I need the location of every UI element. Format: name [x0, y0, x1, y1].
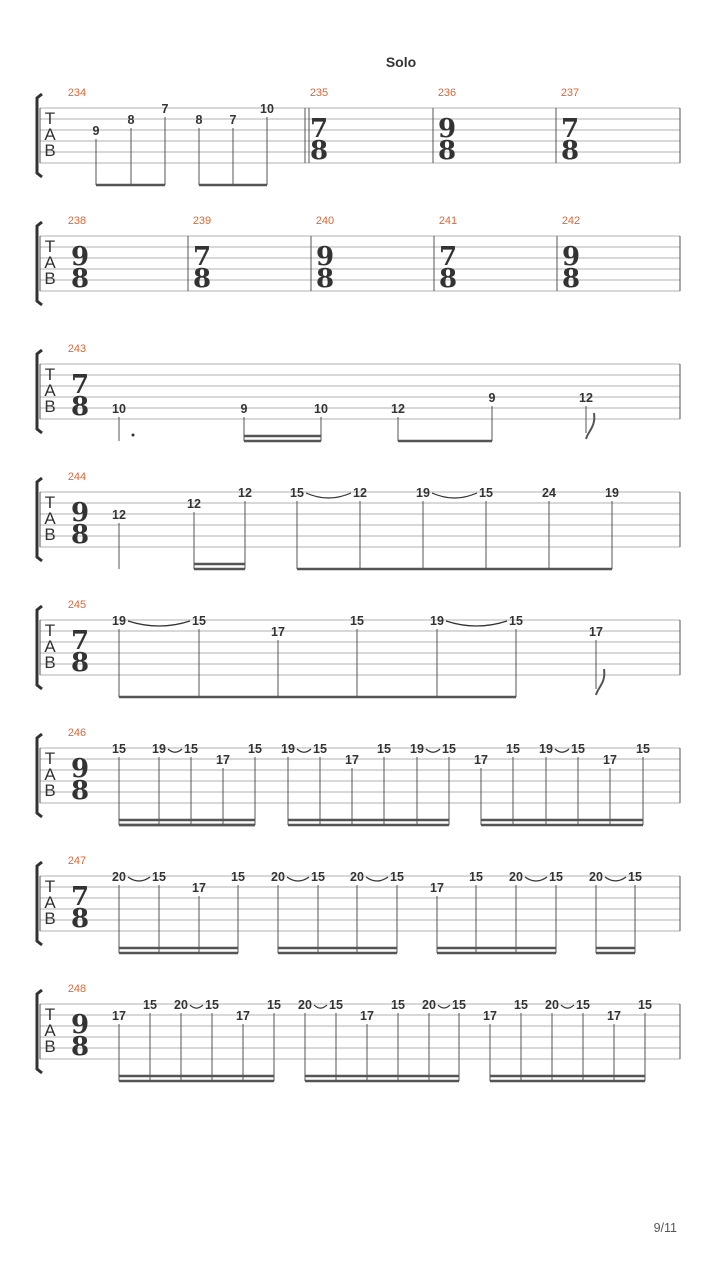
fret-number: 10: [112, 402, 126, 416]
fret-number: 12: [579, 391, 593, 405]
tab-clef-letter: A: [44, 509, 56, 528]
measure-number: 238: [67, 215, 87, 227]
fret-number: 12: [238, 486, 252, 500]
fret-number: 15: [267, 998, 281, 1012]
note-flag: [586, 413, 594, 439]
measure-number: 236: [437, 87, 457, 99]
measure-number: 242: [561, 215, 581, 227]
tab-clef-letter: A: [44, 253, 56, 272]
measure-number: 240: [315, 215, 335, 227]
tab-clef-letter: B: [44, 1037, 56, 1056]
fret-number: 17: [112, 1009, 126, 1023]
time-signature-numerator: 7: [438, 242, 458, 272]
time-signature-numerator: 9: [70, 1010, 90, 1040]
tab-clef-letter: T: [44, 493, 56, 512]
fret-number: 20: [422, 998, 436, 1012]
fret-number: 15: [549, 870, 563, 884]
time-signature-numerator: 7: [192, 242, 212, 272]
fret-number: 20: [271, 870, 285, 884]
slur: [366, 877, 388, 881]
tab-clef-letter: A: [44, 893, 56, 912]
tab-systems: [37, 87, 680, 1081]
fret-number: 20: [545, 998, 559, 1012]
fret-number: 17: [271, 625, 285, 639]
tab-clef-letter: A: [44, 381, 56, 400]
time-signature-denominator: 8: [438, 264, 458, 294]
slur: [446, 621, 507, 626]
measure-number: 237: [560, 87, 580, 99]
fret-number: 17: [589, 625, 603, 639]
measure-number: 246: [67, 727, 87, 739]
time-signature-numerator: 7: [70, 370, 90, 400]
fret-number: 17: [360, 1009, 374, 1023]
fret-number: 9: [92, 124, 100, 138]
fret-number: 20: [350, 870, 364, 884]
slur: [128, 621, 190, 626]
fret-number: 15: [509, 614, 523, 628]
fret-number: 15: [311, 870, 325, 884]
fret-number: 17: [483, 1009, 497, 1023]
time-signature-numerator: 9: [70, 242, 90, 272]
fret-number: 19: [416, 486, 430, 500]
page-number: 9/11: [653, 1221, 677, 1235]
time-signature-denominator: 8: [561, 264, 581, 294]
slur: [314, 1005, 327, 1008]
fret-number: 17: [607, 1009, 621, 1023]
fret-number: 20: [589, 870, 603, 884]
fret-number: 7: [161, 102, 169, 116]
tab-clef-letter: T: [44, 365, 56, 384]
fret-number: 19: [410, 742, 424, 756]
fret-number: 17: [474, 753, 488, 767]
fret-number: 15: [192, 614, 206, 628]
note-flag: [596, 669, 604, 695]
tab-clef-letter: B: [44, 397, 56, 416]
fret-number: 20: [112, 870, 126, 884]
fret-number: 24: [542, 486, 556, 500]
fret-number: 15: [469, 870, 483, 884]
fret-number: 12: [112, 508, 126, 522]
section-title: Solo: [385, 54, 417, 70]
measure-number: 241: [438, 215, 458, 227]
fret-number: 15: [390, 870, 404, 884]
slur: [555, 749, 569, 752]
slur: [306, 493, 351, 498]
fret-number: 15: [479, 486, 493, 500]
tab-clef-letter: T: [44, 237, 56, 256]
fret-number: 15: [377, 742, 391, 756]
fret-number: 17: [345, 753, 359, 767]
slur: [190, 1005, 203, 1008]
fret-number: 19: [112, 614, 126, 628]
fret-number: 8: [127, 113, 135, 127]
dot: [132, 434, 135, 437]
fret-number: 15: [313, 742, 327, 756]
fret-number: 15: [391, 998, 405, 1012]
measure-number: 248: [67, 983, 87, 995]
time-signature-numerator: 9: [561, 242, 581, 272]
time-signature-denominator: 8: [560, 136, 580, 166]
tab-clef-letter: T: [44, 749, 56, 768]
fret-number: 15: [636, 742, 650, 756]
time-signature-denominator: 8: [192, 264, 212, 294]
time-signature-numerator: 9: [70, 498, 90, 528]
fret-number: 15: [350, 614, 364, 628]
tab-clef-letter: T: [44, 1005, 56, 1024]
fret-number: 15: [290, 486, 304, 500]
measure-number: 234: [67, 87, 87, 99]
slur: [432, 493, 477, 498]
slur: [297, 749, 311, 752]
time-signature-numerator: 7: [560, 114, 580, 144]
tab-clef-letter: T: [44, 621, 56, 640]
fret-number: 19: [430, 614, 444, 628]
slur: [168, 749, 182, 752]
fret-number: 9: [488, 391, 496, 405]
fret-number: 15: [205, 998, 219, 1012]
fret-number: 15: [452, 998, 466, 1012]
measure-number: 235: [309, 87, 329, 99]
slur: [605, 877, 626, 881]
tab-clef-letter: T: [44, 877, 56, 896]
fret-number: 17: [430, 881, 444, 895]
measure-number: 243: [67, 343, 87, 355]
time-signature-denominator: 8: [70, 392, 90, 422]
time-signature-denominator: 8: [70, 264, 90, 294]
fret-number: 12: [391, 402, 405, 416]
fret-number: 8: [195, 113, 203, 127]
time-signature-denominator: 8: [70, 776, 90, 806]
tab-clef-letter: B: [44, 909, 56, 928]
slur: [525, 877, 547, 881]
fret-number: 15: [143, 998, 157, 1012]
slur: [128, 877, 150, 881]
tab-clef-letter: B: [44, 781, 56, 800]
measure-number: 245: [67, 599, 87, 611]
fret-number: 9: [240, 402, 248, 416]
tab-clef-letter: A: [44, 637, 56, 656]
fret-number: 15: [152, 870, 166, 884]
fret-number: 15: [248, 742, 262, 756]
fret-number: 20: [298, 998, 312, 1012]
tab-clef-letter: B: [44, 269, 56, 288]
fret-number: 15: [506, 742, 520, 756]
tab-clef-letter: T: [44, 109, 56, 128]
slur: [561, 1005, 574, 1008]
time-signature-denominator: 8: [70, 520, 90, 550]
fret-number: 12: [187, 497, 201, 511]
fret-number: 20: [509, 870, 523, 884]
time-signature-denominator: 8: [70, 648, 90, 678]
measure-number: 247: [67, 855, 87, 867]
fret-number: 19: [539, 742, 553, 756]
time-signature-denominator: 8: [315, 264, 335, 294]
fret-number: 7: [229, 113, 237, 127]
slur: [426, 749, 440, 752]
fret-number: 17: [216, 753, 230, 767]
fret-number: 19: [605, 486, 619, 500]
fret-number: 19: [281, 742, 295, 756]
fret-number: 15: [112, 742, 126, 756]
fret-number: 15: [442, 742, 456, 756]
time-signature-numerator: 7: [309, 114, 329, 144]
fret-number: 12: [353, 486, 367, 500]
time-signature-denominator: 8: [70, 904, 90, 934]
fret-number: 17: [236, 1009, 250, 1023]
fret-number: 17: [603, 753, 617, 767]
fret-number: 19: [152, 742, 166, 756]
fret-number: 15: [184, 742, 198, 756]
fret-number: 15: [329, 998, 343, 1012]
time-signature-denominator: 8: [309, 136, 329, 166]
tab-clef-letter: B: [44, 525, 56, 544]
fret-number: 15: [514, 998, 528, 1012]
fret-number: 10: [314, 402, 328, 416]
measure-number: 244: [67, 471, 87, 483]
time-signature-denominator: 8: [70, 1032, 90, 1062]
tab-clef-letter: A: [44, 125, 56, 144]
fret-number: 17: [192, 881, 206, 895]
time-signature-numerator: 9: [70, 754, 90, 784]
measure-number: 239: [192, 215, 212, 227]
tab-clef-letter: B: [44, 653, 56, 672]
fret-number: 15: [231, 870, 245, 884]
time-signature-denominator: 8: [437, 136, 457, 166]
slur: [438, 1005, 450, 1008]
time-signature-numerator: 7: [70, 626, 90, 656]
tab-clef-letter: A: [44, 1021, 56, 1040]
fret-number: 15: [571, 742, 585, 756]
tab-clef-letter: A: [44, 765, 56, 784]
fret-number: 15: [576, 998, 590, 1012]
fret-number: 15: [638, 998, 652, 1012]
slur: [287, 877, 309, 881]
fret-number: 10: [260, 102, 274, 116]
time-signature-numerator: 9: [437, 114, 457, 144]
time-signature-numerator: 7: [70, 882, 90, 912]
time-signature-numerator: 9: [315, 242, 335, 272]
fret-number: 20: [174, 998, 188, 1012]
fret-number: 15: [628, 870, 642, 884]
tab-clef-letter: B: [44, 141, 56, 160]
